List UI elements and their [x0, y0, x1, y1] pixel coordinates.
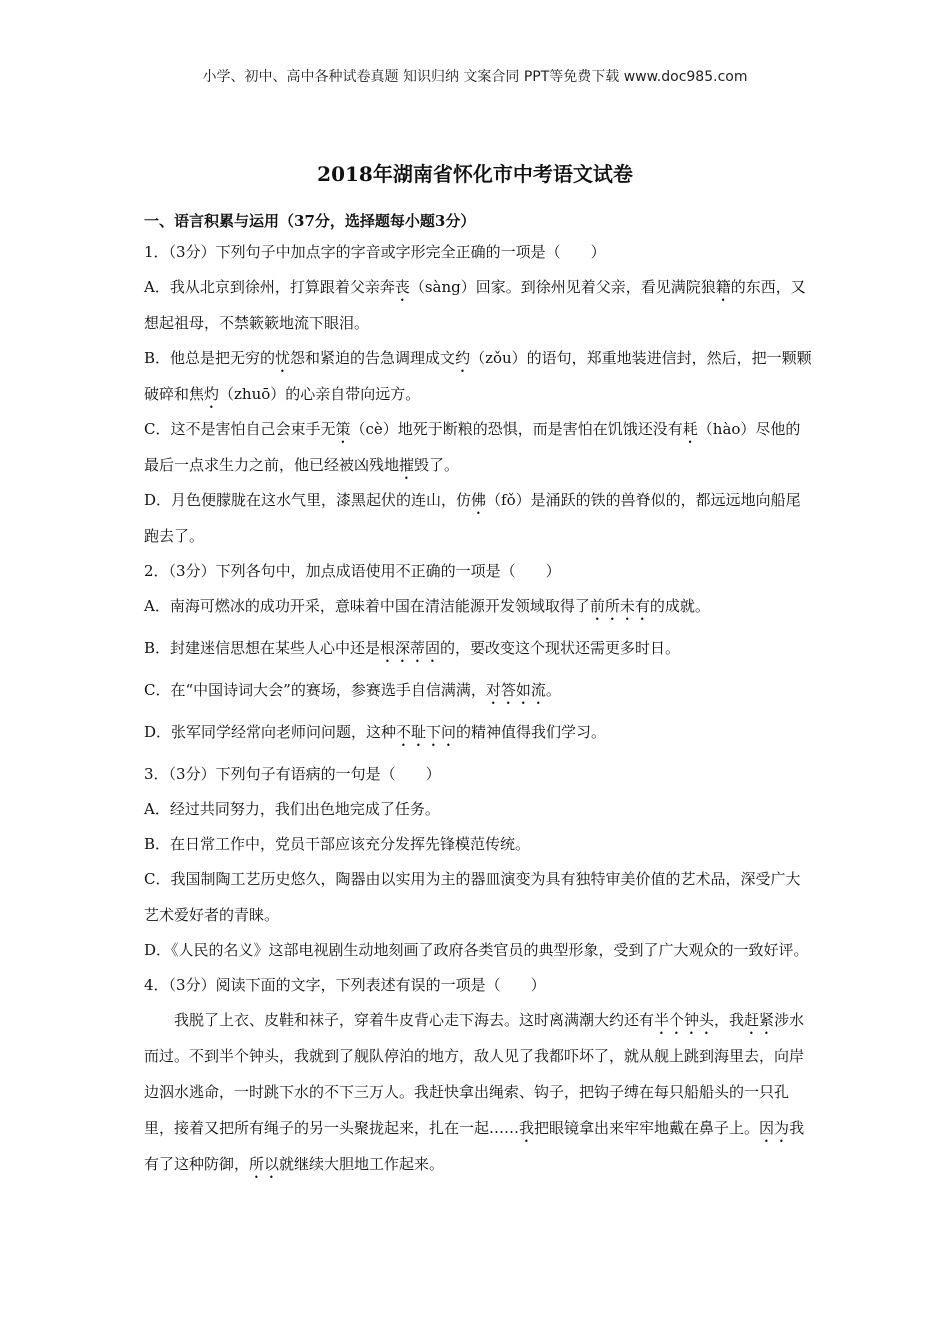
question-3-option-d: D．《人民的名义》这部电视剧生动地刻画了政府各类官员的典型形象，受到了广大观众的一致好评。	[144, 941, 809, 959]
header-banner: 小学、初中、高中各种试卷真题 知识归纳 文案合同 PPT等免费下载 www.doc985.com	[202, 69, 748, 85]
question-3-option-c: C．我国制陶工艺历史悠久，陶器由以实用为主的器皿演变为具有独特审美价值的艺术品，深受广大艺术爱好者的青睐。	[144, 870, 801, 924]
question-4-passage: 我脱了上衣、皮鞋和袜子，穿着牛皮背心走下海去。这时离满潮大约还有半个钟头，我赶紧涉水而过。不到半个钟头，我就到了舰队停泊的地方，敌人见了我都吓坏了，就从舰上跳到海里去，向岸边泅水逃命，一时跳下水的不下三万人。我赶快拿出绳索、钩子，把钩子缚在每只船船头的一只孔里，接着又把所有绳子的另一头聚拢起来，扎在一起……我把眼镜拿出来牢牢地戴在鼻子上。因为我有了这种防御，所以就继续大胆地工作起来。	[144, 1011, 805, 1173]
exam-content	[144, 210, 814, 1182]
section-heading: 一、语言积累与运用（37分，选择题每小题3分）	[144, 212, 476, 230]
exam-title: 2018年湖南省怀化市中考语文试卷	[317, 162, 633, 186]
question-1-option-d: D．月色便朦胧在这水气里，漆黑起伏的连山，仿佛（fǒ）是涌跃的铁的兽脊似的，都远远地向船尾跑去了。	[144, 491, 801, 545]
question-4-stem: 4．（3分）阅读下面的文字，下列表述有误的一项是（ ）	[144, 976, 546, 994]
question-2-option-d: D．张军同学经常向老师问问题，这种不耻下问的精神值得我们学习。	[144, 723, 607, 741]
question-2-option-b: B．封建迷信思想在某些人心中还是根深蒂固的，要改变这个现状还需更多时日。	[144, 639, 681, 657]
question-1-option-a: A．我从北京到徐州，打算跟着父亲奔丧（sàng）回家。到徐州见着父亲，看见满院狼籍的东西，又想起祖母，不禁簌簌地流下眼泪。	[144, 278, 806, 332]
question-3-stem: 3．（3分）下列句子有语病的一句是（ ）	[144, 765, 441, 783]
question-2-stem: 2．（3分）下列各句中，加点成语使用不正确的一项是（ ）	[144, 562, 561, 580]
question-1-option-b: B．他总是把无穷的忧怨和紧迫的告急调理成文约（zǒu）的语句，郑重地装进信封，然后，把一颗颗破碎和焦灼（zhuō）的心亲自带向远方。	[144, 349, 812, 403]
question-1-stem: 1．（3分）下列句子中加点字的字音或字形完全正确的一项是（ ）	[144, 243, 606, 261]
question-3-option-b: B．在日常工作中，党员干部应该充分发挥先锋模范传统。	[144, 835, 531, 853]
question-2-option-a: A．南海可燃冰的成功开采，意味着中国在清洁能源开发领域取得了前所未有的成就。	[144, 597, 710, 615]
question-3-option-a: A．经过共同努力，我们出色地完成了任务。	[144, 800, 440, 818]
question-2-option-c: C．在“中国诗词大会”的赛场，参赛选手自信满满，对答如流。	[144, 681, 561, 699]
question-1-option-c: C．这不是害怕自己会束手无策（cè）地死于断粮的恐惧，而是害怕在饥饿还没有耗（hào）尽他的最后一点求生力之前，他已经被凶残地摧毁了。	[144, 420, 801, 474]
